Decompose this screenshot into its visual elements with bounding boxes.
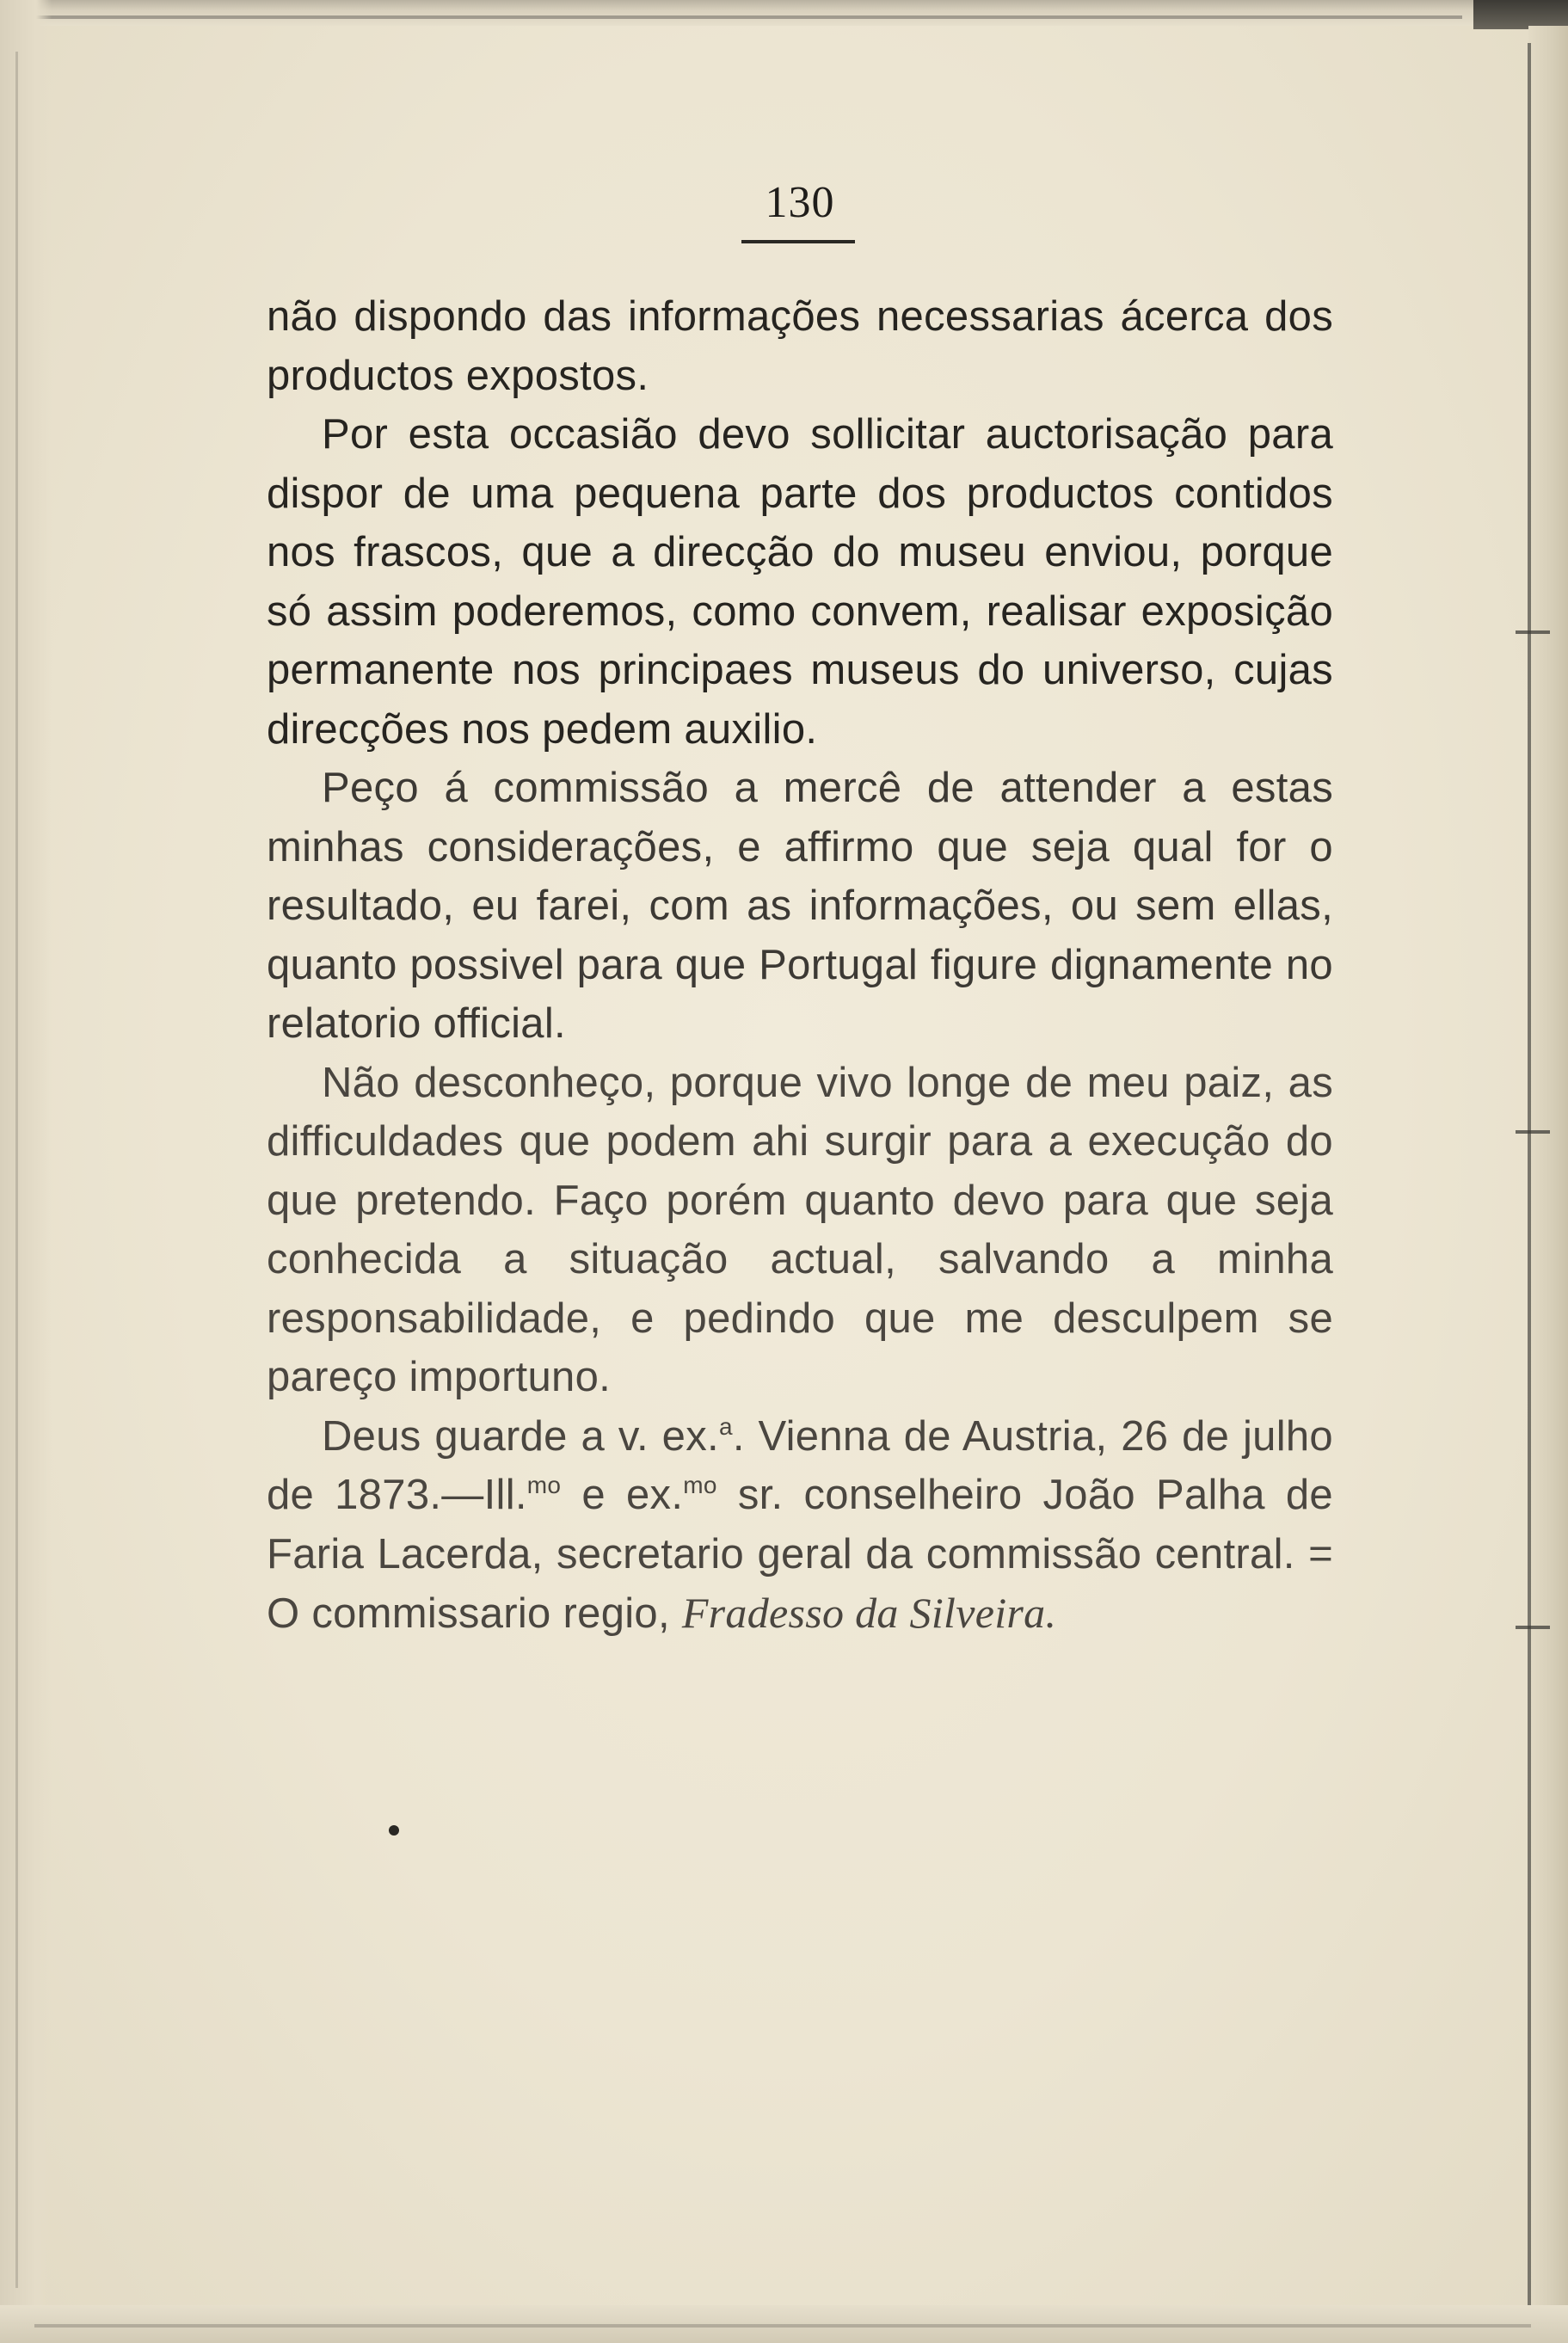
body-text xyxy=(267,287,1333,1644)
page-number-underline xyxy=(741,240,855,243)
left-binding-line xyxy=(15,52,18,2288)
top-binding-line xyxy=(0,15,1462,19)
book-corner-shadow xyxy=(1473,0,1568,29)
paragraph-closing xyxy=(267,1407,1333,1644)
right-edge-tick xyxy=(1516,1130,1550,1134)
right-edge-tick xyxy=(1516,630,1550,634)
page-left-edge xyxy=(0,0,52,2343)
paragraph-difficulties: Não desconheço, porque vivo longe de meu paiz, as difficuldades que podem ahi surgir para a execução do que pretendo. Faço porém quanto devo para que seja conhecida a situação actual, salvando a minha responsabilidade, e pedindo que me desculpem se pareço importuno. xyxy=(267,1059,1333,1400)
ink-dot xyxy=(389,1825,399,1836)
signature-name: Fradesso da Silveira. xyxy=(681,1589,1057,1637)
superscript-mo-1: mo xyxy=(526,1472,562,1498)
paragraph-continuation: não dispondo das informações necessarias ácerca dos productos expostos. xyxy=(267,293,1333,399)
page-number: 130 xyxy=(765,178,835,227)
page-top-edge xyxy=(0,0,1568,26)
paragraph-authorisation-request: Por esta occasião devo sollicitar auctorisação para dispor de uma pequena parte dos productos contidos nos frascos, que a direcção do museu enviou, porque só assim poderemos, como convem, realisar exposição permanente nos principaes museus do universo, cujas direcções nos pedem auxilio. xyxy=(267,411,1333,753)
right-binding-line xyxy=(1528,43,1531,2331)
paragraph-considerations: Peço á commissão a mercê de attender a estas minhas considerações, e affirmo que seja qual for o resultado, eu farei, com as informações, ou sem ellas, quanto possivel para que Portugal figure dignamente no relatorio official. xyxy=(267,765,1333,1047)
closing-text-2: . Vienna de Austria, 26 de julho de 1873.—Ill. xyxy=(267,1412,1333,1518)
closing-text-1: Deus guarde a v. ex. xyxy=(322,1412,719,1460)
closing-text-4: sr. conselheiro João Palha de Faria Lacerda, secretario geral da commissão central. = O commissario regio, xyxy=(267,1472,1333,1637)
page-right-edge xyxy=(1528,26,1568,2343)
right-edge-tick xyxy=(1516,1626,1550,1629)
closing-text-3: e ex. xyxy=(561,1472,684,1518)
superscript-mo-2: mo xyxy=(683,1472,717,1498)
bottom-binding-line xyxy=(34,2324,1531,2328)
superscript-a: a xyxy=(718,1412,733,1440)
